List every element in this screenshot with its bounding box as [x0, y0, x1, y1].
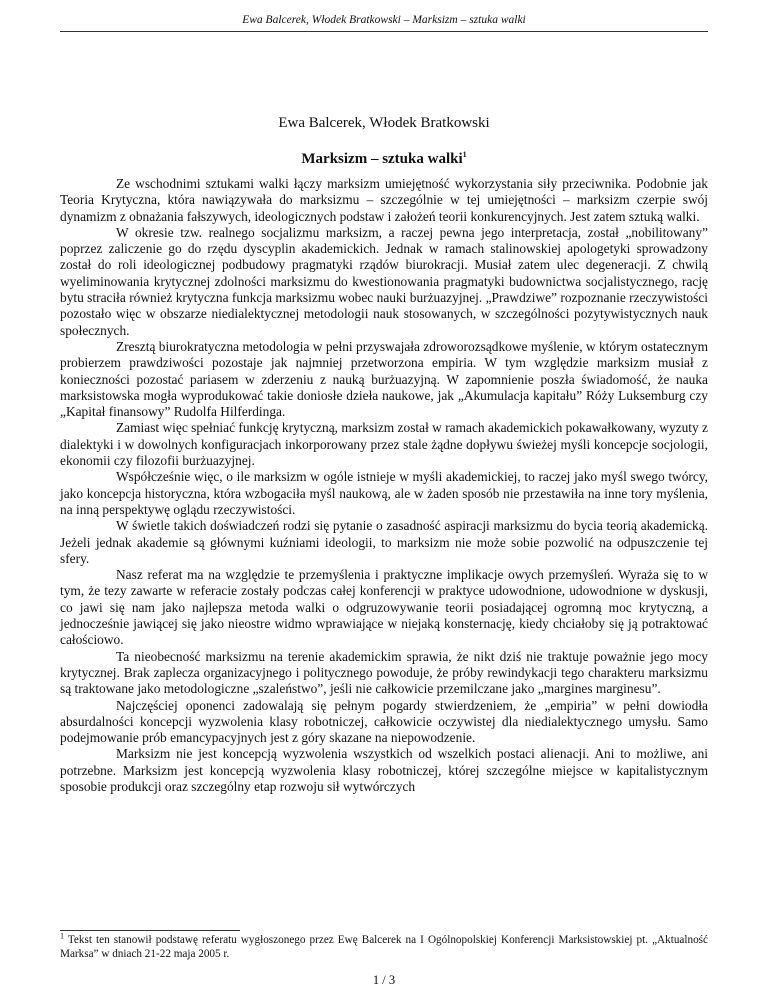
- paragraph-5: Współcześnie więc, o ile marksizm w ogóle istnieje w myśli akademickiej, to raczej jako myśl swego twórcy, jako koncepcja historyczna, która wzbogaciła myśl naukową, ale w żaden sposób nie przestawiła na inne tory myślenia, na inną perspektywę oglądu rzeczywistości.: [60, 469, 708, 517]
- paragraph-9: Najczęściej oponenci zadowalają się pełnym pogardy stwierdzeniem, że „empiria” w pełni dowiodła absurdalności koncepcji wyzwolenia klasy robotniczej, całkowicie oczywistej dla niedialektycznego umysłu. Samo podejmowanie prób emancypacyjnych jest z góry skazane na niepowodzenie.: [60, 697, 708, 746]
- footnote-divider: [60, 930, 240, 931]
- footnote-number: 1: [60, 931, 64, 941]
- paragraph-8: Ta nieobecność marksizmu na terenie akademickim sprawia, że nikt dziś nie traktuje poważnie jego mocy krytycznej. Brak zaplecza organizacyjnego i politycznego powoduje, że próby rewindykacji tego charakteru marksizmu są traktowane jako metodologiczne „szaleństwo”, jeśli nie całkowicie przemilczane jako „margines marginesu”.: [60, 648, 708, 697]
- running-header: Ewa Balcerek, Włodek Bratkowski – Marksizm – sztuka walki: [242, 14, 526, 26]
- document-authors: Ewa Balcerek, Włodek Bratkowski: [278, 115, 490, 131]
- paragraph-7: Nasz referat ma na względzie te przemyślenia i praktyczne implikacje owych przemyśleń. Wyraża się to w tym, że tezy zawarte w referacie zostały podczas całej konferencji w praktyce udowodnione, udowodnione w dyskusji, co jawi się nam jako najlepsza metoda walki o odgruzowywanie teorii posiadającej ogromną moc krytyczną, a jednocześnie jawiącej się jako nieostre widmo wprawiające w niejaką konsternację, kiedy chciałoby się ją potraktować całościowo.: [60, 567, 708, 648]
- paragraph-1: Ze wschodnimi sztukami walki łączy marksizm umiejętność wykorzystania siły przeciwnika. Podobnie jak Teoria Krytyczna, która nawiązywała do marksizmu – szczególnie w tej umiejętności – marksizm czerpie swój dynamizm z obnażania fałszywych, ideologicznych podstaw i założeń teorii konkurencyjnych. Jest zatem sztuką walki.: [60, 176, 708, 224]
- title-text: Marksizm – sztuka walki: [301, 151, 463, 167]
- paragraph-4: Zamiast więc spełniać funkcję krytyczną, marksizm został w ramach akademickich pokawałkowany, wyzuty z dialektyki i w dowolnych konfiguracjach inkorporowany przez stale żądne dopływu świeżej myśli koncepcje socjologii, ekonomii czy filozofii burżuazyjnej.: [60, 420, 708, 469]
- footnote-text: Tekst ten stanowił podstawę referatu wygłoszonego przez Ewę Balcerek na I Ogólnopolskiej Konferencji Marksistowskiej pt. „Aktualność Marksa” w dniach 21-22 maja 2005 r.: [60, 934, 708, 961]
- document-body: [60, 176, 708, 795]
- paragraph-10: Marksizm nie jest koncepcją wyzwolenia wszystkich od wszelkich postaci alienacji. Ani to możliwe, ani potrzebne. Marksizm jest koncepcją wyzwolenia klasy robotniczej, której szczególne miejsce w kapitalistycznym sposobie produkcji oraz szczególny etap rozwoju sił wytwórczych: [60, 746, 708, 794]
- header-divider: [60, 31, 708, 32]
- paragraph-2: W okresie tzw. realnego socjalizmu marksizm, a raczej pewna jego interpretacja, został „nobilitowany” poprzez zaliczenie go do rzędu dyscyplin akademickich. Jednak w ramach stalinowskiej apologetyki sprowadzony został do roli ideologicznej podbudowy pragmatyki rządów biurokracji. Musiał zatem ulec degeneracji. Z chwilą wyeliminowania krytycznej zdolności marksizmu do kwestionowania pragmatyki budownictwa socjalistycznego, rację bytu straciła również krytyczna funkcja marksizmu wobec nauki burżuazyjnej. „Prawdziwe” rozpoznanie rzeczywistości pozostało więc w obszarze niedialektycznej metodologii nauk stosowanych, w szczególności pozytywistycznych nauk społecznych.: [60, 224, 708, 338]
- document-title: [60, 150, 708, 168]
- paragraph-3: Zresztą biurokratyczna metodologia w pełni przyswajała zdroworozsądkowe myślenie, w którym ostatecznym probierzem prawdziwości pozostaje jak najmniej przetworzona empiria. W tym względzie marksizm musiał z konieczności pozostać pariasem w zderzeniu z nauką burżuazyjną. W zapomnienie poszła świadomość, że nauka marksistowska mogła wyprodukować takie doniosłe dzieła naukowe, jak „Akumulacja kapitału” Róży Luksemburg czy „Kapitał finansowy” Rudolfa Hilferdinga.: [60, 338, 708, 420]
- paragraph-6: W świetle takich doświadczeń rodzi się pytanie o zasadność aspiracji marksizmu do bycia teorią akademicką. Jeżeli jednak akademie są głównymi kuźniami ideologii, to marksizm nie może sobie pozwolić na odpuszczenie tej sfery.: [60, 518, 708, 566]
- footnote: [60, 933, 708, 961]
- page-number: 1 / 3: [372, 973, 396, 987]
- title-footnote-ref[interactable]: 1: [462, 150, 467, 159]
